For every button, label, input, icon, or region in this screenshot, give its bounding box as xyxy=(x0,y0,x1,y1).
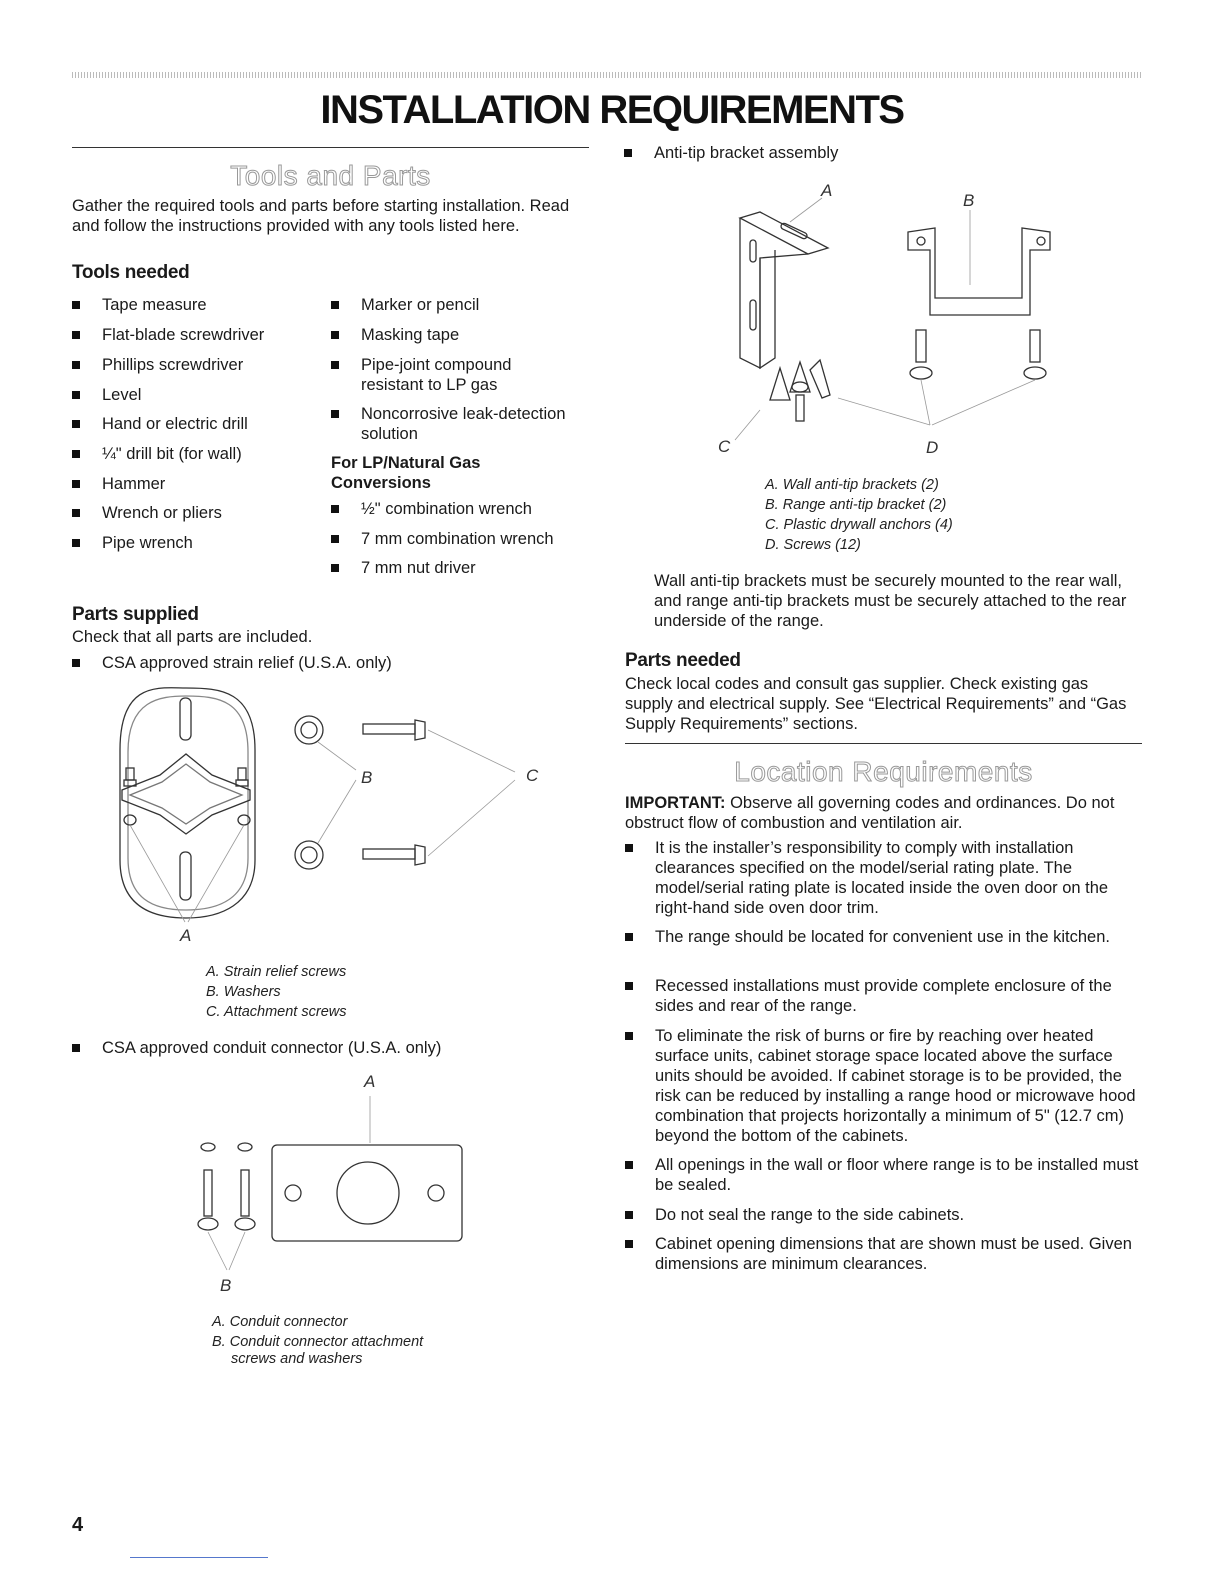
section-rule xyxy=(625,743,1142,744)
figure-caption: B. Range anti-tip bracket (2) xyxy=(765,497,947,513)
list-item: Do not seal the range to the side cabinets. xyxy=(655,1205,1135,1225)
list-item: 7 mm nut driver xyxy=(361,559,476,577)
important-text: Observe all governing codes and ordinances. Do not obstruct flow of combustion and ventilation air. xyxy=(625,794,1115,832)
list-item: CSA approved conduit connector (U.S.A. only) xyxy=(102,1039,442,1057)
list-item: Flat-blade screwdriver xyxy=(102,326,265,344)
antitip-note: Wall anti-tip brackets must be securely mounted to the rear wall, and range anti-tip brackets must be securely attached to the rear underside of the range. xyxy=(654,572,1127,630)
figure-caption: D. Screws (12) xyxy=(765,537,861,553)
list-item: Pipe wrench xyxy=(102,534,193,552)
list-item: CSA approved strain relief (U.S.A. only) xyxy=(102,654,392,672)
list-item: All openings in the wall or floor where range is to be installed must be sealed. xyxy=(655,1155,1145,1195)
figure-label-d: D xyxy=(926,438,939,457)
list-item: Phillips screwdriver xyxy=(102,356,244,374)
figure-caption: screws and washers xyxy=(231,1351,363,1367)
figure-label-c: C xyxy=(718,437,731,456)
parts-supplied-heading: Parts supplied xyxy=(72,604,199,625)
figure-caption: A. Strain relief screws xyxy=(206,964,347,980)
list-item: 7 mm combination wrench xyxy=(361,530,554,548)
list-item: Level xyxy=(102,386,142,404)
figure-caption: B. Washers xyxy=(206,984,281,1000)
figure-label-a: A xyxy=(364,1072,376,1091)
important-note xyxy=(625,793,1140,833)
figure-label-b: B xyxy=(361,768,373,787)
figure-caption: B. Conduit connector attachment xyxy=(212,1334,424,1350)
figure-label-a: A xyxy=(180,926,192,945)
list-item: Cabinet opening dimensions that are shown must be used. Given dimensions are minimum clearances. xyxy=(655,1234,1135,1274)
list-item: Noncorrosive leak-detection solution xyxy=(361,404,591,444)
tools-parts-heading: Tools and Parts xyxy=(230,160,431,191)
figure-label-c: C xyxy=(526,766,539,785)
list-item: Recessed installations must provide complete enclosure of the sides and rear of the range. xyxy=(655,976,1135,1016)
page-title: INSTALLATION REQUIREMENTS xyxy=(320,88,904,132)
conversion-heading: For LP/Natural Gas Conversions xyxy=(331,454,481,492)
list-item: ¼" drill bit (for wall) xyxy=(102,445,242,463)
parts-needed-heading: Parts needed xyxy=(625,650,741,671)
figure-caption: A. Conduit connector xyxy=(212,1314,348,1330)
figure-label-b: B xyxy=(963,191,975,210)
list-item: ½" combination wrench xyxy=(361,500,532,518)
page-number: 4 xyxy=(72,1514,84,1536)
list-item: Tape measure xyxy=(102,296,207,314)
list-item: Pipe-joint compound resistant to LP gas xyxy=(361,355,551,395)
parts-supplied-intro: Check that all parts are included. xyxy=(72,628,313,646)
footer-line xyxy=(130,1557,268,1558)
tools-needed-heading: Tools needed xyxy=(72,262,190,283)
figure-caption: C. Attachment screws xyxy=(206,1004,347,1020)
list-item: Hand or electric drill xyxy=(102,415,248,433)
location-heading: Location Requirements xyxy=(734,756,1033,787)
list-item: Marker or pencil xyxy=(361,296,480,314)
figure-label-a: A xyxy=(821,181,833,200)
parts-needed-text: Check local codes and consult gas supplier. Check existing gas supply and electrical supply. See “Electrical Requirements” and “Gas Supply Requirements” sections. xyxy=(625,675,1127,733)
figure-label-b: B xyxy=(220,1276,232,1295)
list-item: Masking tape xyxy=(361,326,460,344)
list-item: It is the installer’s responsibility to comply with installation clearances specified on the model/serial rating plate. The model/serial rating plate is located inside the oven door on the right-hand side oven door trim. xyxy=(655,838,1135,918)
list-item: Anti-tip bracket assembly xyxy=(654,144,839,162)
figure-caption: C. Plastic drywall anchors (4) xyxy=(765,517,953,533)
list-item: To eliminate the risk of burns or fire by reaching over heated surface units, cabinet storage space located above the surface units should be avoided. If cabinet storage is to be provided, the risk can be reduced by installing a range hood or microwave hood combination that projects horizontally a minimum of 5" (12.7 cm) beyond the bottom of the cabinets. xyxy=(655,1026,1145,1146)
list-item: The range should be located for convenient use in the kitchen. xyxy=(655,927,1135,947)
list-item: Wrench or pliers xyxy=(102,504,222,522)
figure-caption: A. Wall anti-tip brackets (2) xyxy=(765,477,939,493)
important-label: IMPORTANT: xyxy=(625,794,726,812)
list-item: Hammer xyxy=(102,475,166,493)
tools-parts-intro: Gather the required tools and parts before starting installation. Read and follow the instructions provided with any tools listed here. xyxy=(72,197,570,235)
